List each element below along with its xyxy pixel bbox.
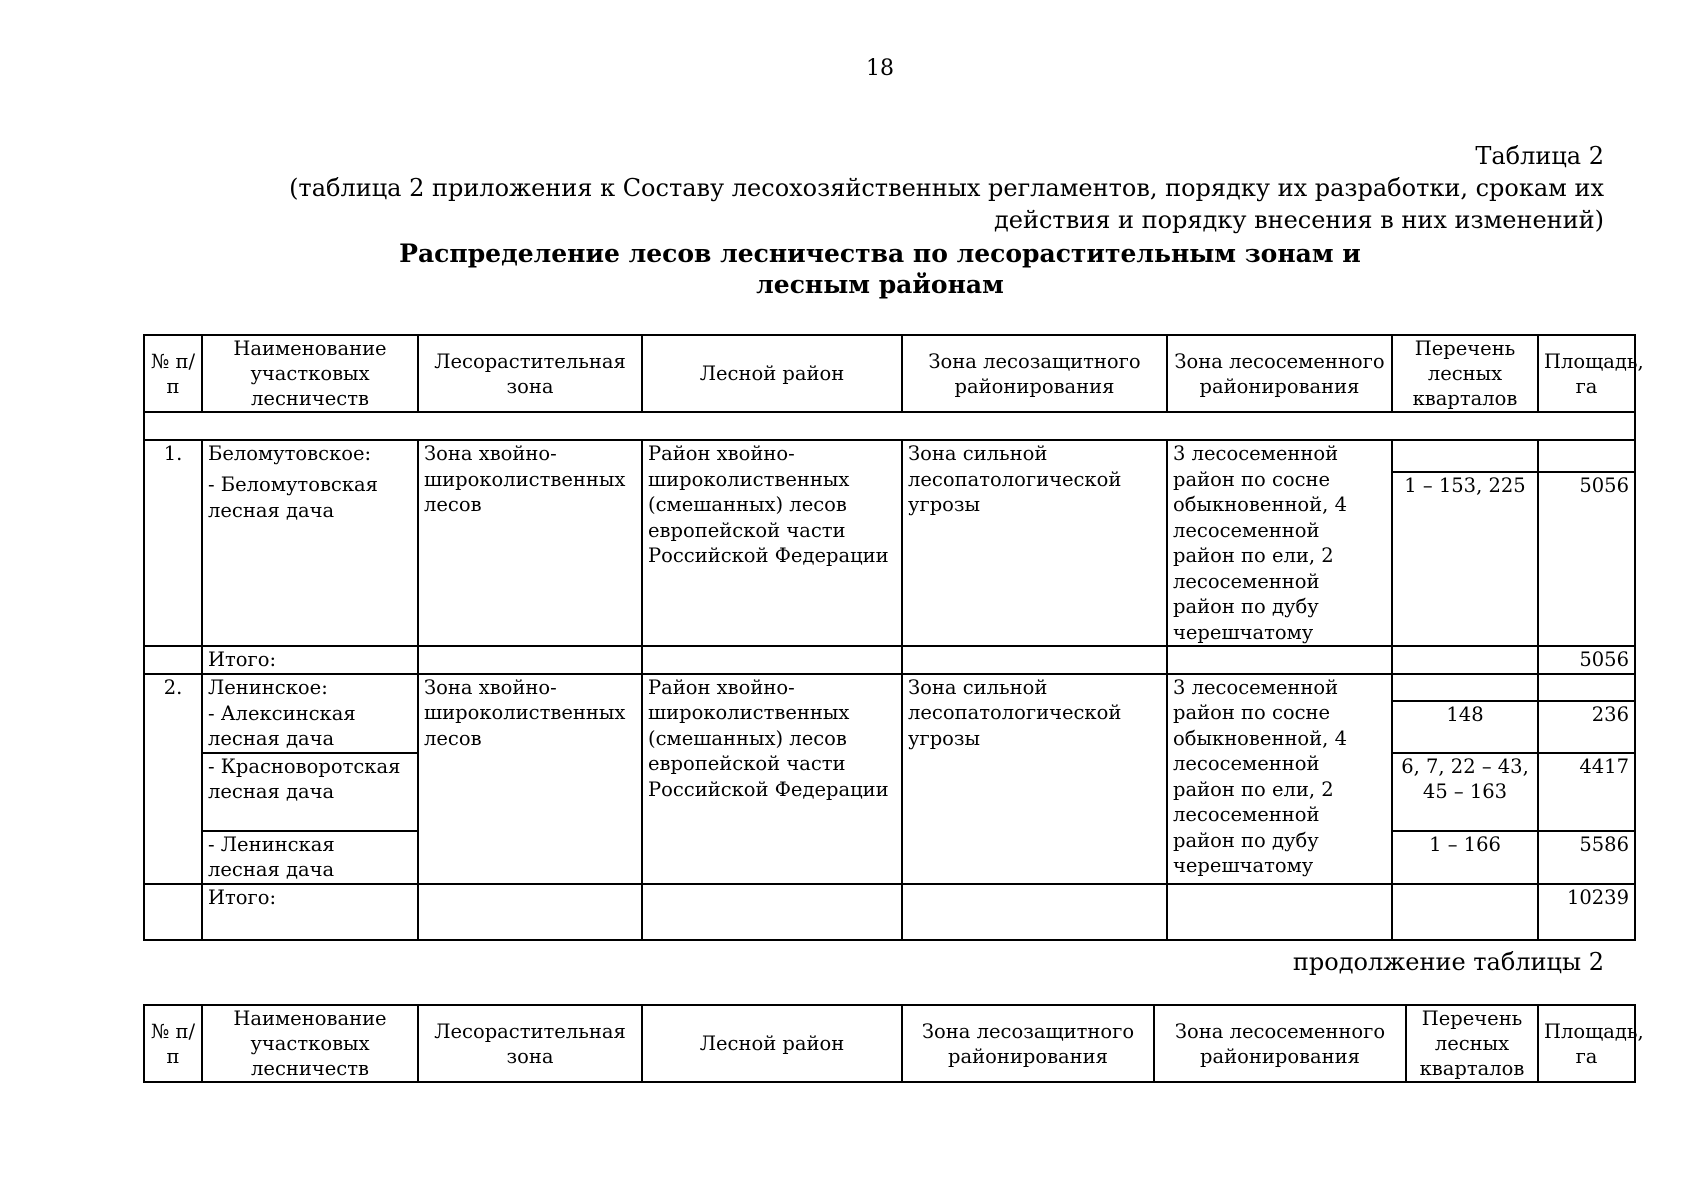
total-area: 10239 <box>1538 884 1635 940</box>
area-cell: 5056 <box>1538 472 1635 646</box>
dacha-name: - Алексинская лесная дача <box>202 701 418 753</box>
total-area: 5056 <box>1538 646 1635 674</box>
quarters-cell: 148 <box>1392 701 1538 753</box>
header-area: Площадь, га <box>1538 1005 1635 1082</box>
header-district: Лесной район <box>642 1005 902 1082</box>
table-header-row <box>144 335 1635 412</box>
total-row <box>144 884 1635 940</box>
header-zone: Лесорастительная зона <box>418 1005 642 1082</box>
forestry-name: Ленинское: <box>202 674 418 701</box>
page-number: 18 <box>866 56 894 81</box>
total-label: Итого: <box>202 646 418 674</box>
table-caption <box>204 140 1604 236</box>
total-label: Итого: <box>202 884 418 940</box>
page-title <box>0 238 1698 300</box>
continuation-table <box>143 1004 1644 1083</box>
seed-cell: 3 лесосеменной район по сосне обыкновенной, 4 лесосеменной район по ели, 2 лесосеменной район по дубу черешчатому <box>1167 440 1392 646</box>
area-cell: 4417 <box>1538 753 1635 831</box>
table-caption-reference: (таблица 2 приложения к Составу лесохозяйственных регламентов, порядку их разработки, срокам их действия и порядку внесения в них изменений) <box>289 174 1604 234</box>
protect-cell: Зона сильной лесопатологической угрозы <box>902 440 1167 646</box>
table-row <box>144 674 1635 701</box>
protect-cell: Зона сильной лесопатологической угрозы <box>902 674 1167 884</box>
page-title-line-2: лесным районам <box>756 270 1004 299</box>
quarters-cell: 1 – 166 <box>1392 831 1538 884</box>
table-row <box>144 440 1635 472</box>
table-caption-number: Таблица 2 <box>1475 142 1604 170</box>
quarters-cell <box>1392 674 1538 701</box>
header-protect: Зона лесозащитного районирования <box>902 1005 1154 1082</box>
dacha-name: - Беломутовская лесная дача <box>202 472 418 646</box>
header-area: Площадь, га <box>1538 335 1635 412</box>
header-seed: Зона лесосеменного районирования <box>1167 335 1392 412</box>
spacer-row <box>144 412 1635 440</box>
district-cell: Район хвойно-широколиственных (смешанных) лесов европейской части Российской Федерации <box>642 674 902 884</box>
district-cell: Район хвойно-широколиственных (смешанных) лесов европейской части Российской Федерации <box>642 440 902 646</box>
table-header-row <box>144 1005 1635 1082</box>
continuation-label: продолжение таблицы 2 <box>1292 948 1604 976</box>
dacha-name: - Красноворотская лесная дача <box>202 753 418 831</box>
header-name: Наименование участковых лесничеств <box>202 1005 418 1082</box>
quarters-cell <box>1392 440 1538 472</box>
zone-cell: Зона хвойно-широколиственных лесов <box>418 440 642 646</box>
forestry-name: Беломутовское: <box>202 440 418 472</box>
header-num: № п/п <box>144 335 202 412</box>
zone-cell: Зона хвойно-широколиственных лесов <box>418 674 642 884</box>
seed-cell: 3 лесосеменной район по сосне обыкновенной, 4 лесосеменной район по ели, 2 лесосеменной район по дубу черешчатому <box>1167 674 1392 884</box>
dacha-name: - Ленинская лесная дача <box>202 831 418 884</box>
area-cell <box>1538 674 1635 701</box>
header-district: Лесной район <box>642 335 902 412</box>
header-seed: Зона лесосеменного районирования <box>1154 1005 1406 1082</box>
row-num: 2. <box>144 674 202 884</box>
page-title-line-1: Распределение лесов лесничества по лесорастительным зонам и <box>399 239 1361 268</box>
area-cell: 236 <box>1538 701 1635 753</box>
area-cell <box>1538 440 1635 472</box>
area-cell: 5586 <box>1538 831 1635 884</box>
header-name: Наименование участковых лесничеств <box>202 335 418 412</box>
header-zone: Лесорастительная зона <box>418 335 642 412</box>
total-row <box>144 646 1635 674</box>
forest-distribution-table <box>143 334 1644 941</box>
header-num: № п/п <box>144 1005 202 1082</box>
quarters-cell: 1 – 153, 225 <box>1392 472 1538 646</box>
header-quarters: Перечень лесных кварталов <box>1392 335 1538 412</box>
header-protect: Зона лесозащитного районирования <box>902 335 1167 412</box>
header-quarters: Перечень лесных кварталов <box>1406 1005 1538 1082</box>
quarters-cell: 6, 7, 22 – 43, 45 – 163 <box>1392 753 1538 831</box>
row-num: 1. <box>144 440 202 646</box>
